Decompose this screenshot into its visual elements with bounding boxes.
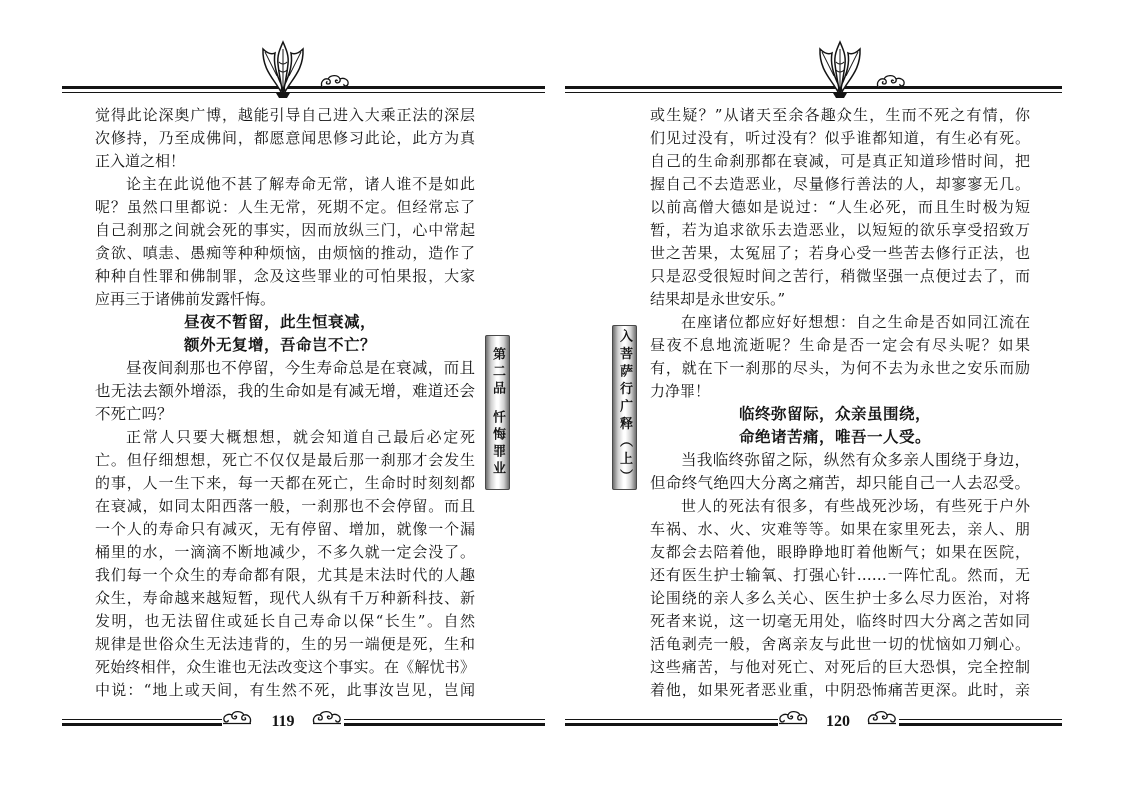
header-rule-thick xyxy=(565,86,1062,89)
verse xyxy=(650,403,1030,449)
auspicious-cloud-icon xyxy=(220,710,254,726)
auspicious-cloud-icon xyxy=(865,710,899,726)
book-title: 入菩萨行广释（上） xyxy=(617,328,632,487)
body-line: 或生疑？”从诸天至余各趣众生，生而不死之有情，你 xyxy=(650,106,1030,124)
body-line: 有，就在下一刹那的尽头，为何不去为永世之安乐而励 xyxy=(650,359,1030,377)
body-line: 友都会去陪着他，眼睁睁地盯着他断气；如果在医院， xyxy=(650,543,1030,561)
paragraph xyxy=(95,173,475,311)
body-line: 论主在此说他不甚了解寿命无常，诸人谁不是如此 xyxy=(126,175,475,193)
paragraph xyxy=(95,426,475,702)
body-text xyxy=(650,104,1030,702)
body-line: 发明，也无法留住或延长自己寿命以保“长生”。自然 xyxy=(95,612,475,630)
body-line: 当我临终弥留之际，纵然有众多亲人围绕于身边， xyxy=(681,452,1030,469)
body-line: 次修持，乃至成佛间，都愿意闻思修习此论，此方为真 xyxy=(95,129,475,147)
body-line: 活龟剥壳一般，舍离亲友与此世一切的忧恼如刀剜心。 xyxy=(650,635,1030,653)
treasure-vase-icon xyxy=(259,40,307,100)
body-line: 规律是世俗众生无法违背的，生的另一端便是死，生和 xyxy=(95,635,475,653)
footer-rule-thin xyxy=(565,719,778,720)
body-line: 应再三于诸佛前发露忏悔。 xyxy=(95,290,276,308)
body-line: 自己的生命刹那都在衰减，可是真正知道珍惜时间，把 xyxy=(650,152,1030,170)
footer-rule-thin xyxy=(899,719,1062,720)
left-page xyxy=(0,0,561,794)
auspicious-cloud-icon xyxy=(776,710,810,726)
body-line: 自己刹那之间就会死的事实，因而放纵三门，心中常起 xyxy=(95,221,475,239)
body-line: 正常人只要大概想想，就会知道自己最后必定死 xyxy=(126,428,475,446)
body-line: 们见过没有，听过没有？似乎谁都知道，有生必有死。 xyxy=(650,129,1030,147)
body-line: 握自己不去造恶业，尽量修行善法的人，却寥寥无几。 xyxy=(650,175,1030,193)
body-line: 一个人的寿命只有减灭，无有停留、增加，就像一个漏 xyxy=(95,520,475,538)
footer-rule-thick xyxy=(565,723,778,726)
footer-rule-thin xyxy=(344,719,545,720)
body-line: 亡。但仔细想想，死亡不仅仅是最后那一刹那才会发生 xyxy=(95,451,475,469)
body-line: 以前高僧大德如是说过：“人生必死，而且生时极为短 xyxy=(650,198,1030,216)
footer-rule-thick xyxy=(899,723,1062,726)
body-line: 我们每一个众生的寿命都有限，尤其是末法时代的人趣 xyxy=(95,566,475,584)
chapter-tab xyxy=(485,335,510,490)
body-line: 昼夜间刹那也不停留，今生寿命总是在衰减，而且 xyxy=(126,360,475,377)
body-text xyxy=(95,104,475,702)
body-line: 中说：“地上或天间，有生然不死，此事汝岂见，岂闻 xyxy=(95,681,475,699)
verse-translation xyxy=(95,357,475,426)
body-line: 昼夜不息地流逝呢？生命是否一定会有尽头呢？如果 xyxy=(650,336,1030,354)
body-line: 车祸、水、火、灾难等等。如果在家里死去，亲人、朋 xyxy=(650,520,1030,538)
body-line: 结果却是永世安乐。” xyxy=(650,290,786,308)
paragraph xyxy=(650,311,1030,403)
verse-line: 额外无复增，吾命岂不亡？ xyxy=(183,336,376,354)
body-line: 着他，如果死者恶业重，中阴恐怖痛苦更深。此时，亲 xyxy=(650,681,1030,699)
page-number: 119 xyxy=(271,713,295,730)
header-rule-thin xyxy=(565,92,1062,93)
body-line: 众生，寿命越来越短暂，现代人纵有千万种新科技、新 xyxy=(95,589,475,607)
right-page xyxy=(562,0,1123,794)
body-line: 的事，人一生下来，每一天都在死亡，生命时时刻刻都 xyxy=(95,474,475,492)
footer-rule-thick xyxy=(344,723,545,726)
body-line: 在座诸位都应好好想想：自之生命是否如同江流在 xyxy=(681,313,1030,331)
page-number: 120 xyxy=(826,713,850,730)
verse-line: 临终弥留际，众亲虽围绕， xyxy=(738,405,931,423)
verse-line: 昼夜不暂留，此生恒衰减， xyxy=(183,313,376,331)
body-line: 死始终相伴，众生谁也无法改变这个事实。在《解忧书》 xyxy=(95,658,475,676)
body-line: 也无法去额外增添，我的生命如是有减无增，难道还会 xyxy=(95,383,475,400)
footer-rule-thin xyxy=(62,719,222,720)
auspicious-cloud-icon xyxy=(318,74,352,90)
verse-translation xyxy=(650,449,1030,495)
body-line: 论围绕的亲人多么关心、医生护士多么尽力医治，对将 xyxy=(650,589,1030,607)
verse-line: 命绝诸苦痛，唯吾一人受。 xyxy=(738,428,931,446)
body-line: 还有医生护士输氧、打强心针……一阵忙乱。然而，无 xyxy=(650,566,1030,584)
chapter-title: 忏悔罪业 xyxy=(490,410,505,478)
body-line: 正入道之相！ xyxy=(95,152,186,170)
footer-rule-thick xyxy=(62,723,222,726)
body-line: 暂，若为追求欲乐去造恶业，以短短的欲乐享受招致万 xyxy=(650,221,1030,239)
book-title-tab xyxy=(612,325,637,490)
auspicious-cloud-icon xyxy=(310,710,344,726)
body-line: 呢？虽然口里都说：人生无常，死期不定。但经常忘了 xyxy=(95,198,475,216)
paragraph xyxy=(650,104,1030,311)
chapter-number: 第二品 xyxy=(490,347,505,398)
treasure-vase-icon xyxy=(816,40,864,100)
body-line: 贪欲、嗔恚、愚痴等种种烦恼，由烦恼的推动，造作了 xyxy=(95,244,475,262)
body-line: 只是忍受很短时间之苦行，稍微坚强一点便过去了，而 xyxy=(650,267,1030,285)
body-line: 死者来说，这一切毫无用处，临终时四大分离之苦如同 xyxy=(650,612,1030,630)
auspicious-cloud-icon xyxy=(874,74,908,90)
verse xyxy=(95,311,475,357)
paragraph xyxy=(650,495,1030,702)
body-line: 世人的死法有很多，有些战死沙场，有些死于户外 xyxy=(681,497,1030,515)
body-line: 世之苦果，太冤屈了；若身心受一些苦去修行正法，也 xyxy=(650,244,1030,262)
body-line: 桶里的水，一滴滴不断地减少，不多久就一定会没了。 xyxy=(95,543,475,561)
body-line: 但命终气绝四大分离之痛苦，却只能自己一人去忍受。 xyxy=(650,475,1030,492)
body-line: 力净罪！ xyxy=(650,382,711,400)
paragraph xyxy=(95,104,475,173)
body-line: 这些痛苦，与他对死亡、对死后的巨大恐惧，完全控制 xyxy=(650,658,1030,676)
body-line: 觉得此论深奥广博，越能引导自己进入大乘正法的深层 xyxy=(95,106,475,124)
body-line: 不死亡吗？ xyxy=(95,406,173,423)
body-line: 种种自性罪和佛制罪，念及这些罪业的可怕果报，大家 xyxy=(95,267,475,285)
body-line: 在衰减，如同太阳西落一般，一刹那也不会停留。而且 xyxy=(95,497,475,515)
